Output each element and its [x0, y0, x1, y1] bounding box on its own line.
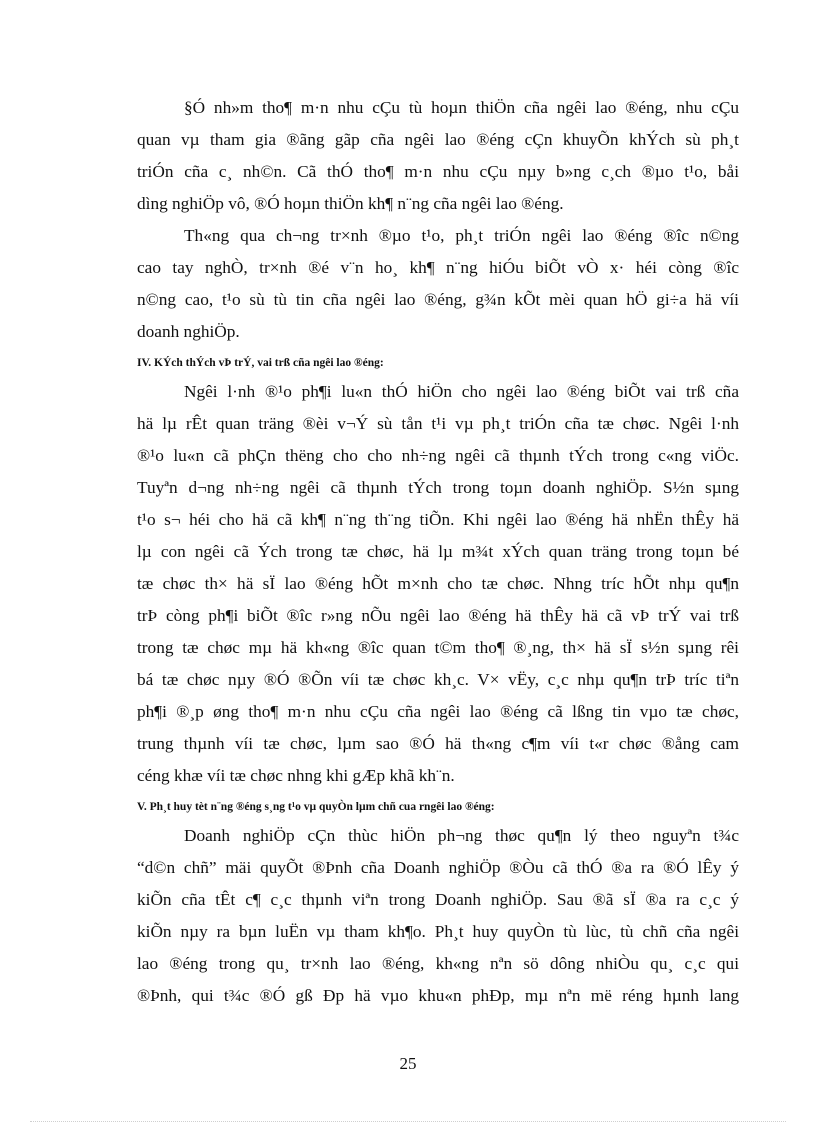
text-line: kiÕn nµy ra bµn luËn vµ tham kh¶o. Ph¸t huy quyÒn tù lùc, tù chñ cña ngêi — [137, 922, 739, 941]
text-line: Tuyªn d¬ng nh÷ng ngêi cã thµnh tÝch trong toµn doanh nghiÖp. S½n sµng — [137, 478, 739, 497]
page-bottom-divider — [30, 1121, 786, 1122]
text-line: Ngêi l·nh ®¹o ph¶i lu«n thÓ hiÖn cho ngêi lao ®éng biÕt vai trß cña — [184, 382, 739, 401]
text-line: ph¶i ®¸p øng tho¶ m·n nhu cÇu cña ngêi lao ®éng cã lßng tin vµo tæ chøc, — [137, 702, 739, 721]
text-line: triÓn cña c¸ nh©n. Cã thÓ tho¶ m·n nhu cÇu nµy b»ng c¸ch ®µo t¹o, båi — [137, 162, 739, 181]
text-line: quan vµ tham gia ®ãng gãp cña ngêi lao ®éng cÇn khuyÕn khÝch sù ph¸t — [137, 130, 739, 149]
paragraph-1 — [137, 92, 739, 220]
paragraph-2 — [137, 220, 739, 348]
section-heading-v: V. Ph¸t huy tèt n¨ng ®éng s¸ng t¹o vµ quyÒn lµm chñ cua rngêi lao ®éng: — [137, 801, 495, 813]
text-line: ®Þnh, qui t¾c ®Ó gß Ðp hä vµo khu«n phÐp, mµ nªn më réng hµnh lang — [137, 986, 739, 1005]
text-line: “d©n chñ” mäi quyÕt ®Þnh cña Doanh nghiÖp ®Òu cã thÓ ®a ra ®Ó lÊy ý — [137, 858, 739, 877]
text-line: tæ chøc th× hä sÏ lao ®éng hÕt m×nh cho tæ chøc. Nhng tríc hÕt nhµ qu¶n — [137, 574, 739, 593]
paragraph-4 — [137, 820, 739, 1012]
text-line: t¹o s¬ héi cho hä cã kh¶ n¨ng th¨ng tiÕn. Khi ngêi lao ®éng hä nhËn thÊy hä — [137, 510, 739, 529]
text-line: lao ®éng trong qu¸ tr×nh lao ®éng, kh«ng nªn sö dông nhiÒu qu¸ c¸c qui — [137, 954, 739, 973]
text-line: doanh nghiÖp. — [137, 322, 240, 341]
text-line: Th«ng qua ch¬ng tr×nh ®µo t¹o, ph¸t triÓn ngêi lao ®éng ®îc n©ng — [184, 226, 739, 245]
text-line: trÞ còng ph¶i biÕt ®îc r»ng nÕu ngêi lao ®éng hä thÊy hä cã vÞ trÝ vai trß — [137, 606, 739, 625]
text-line: hä lµ rÊt quan träng ®èi v¬Ý sù tån t¹i vµ ph¸t triÓn cña tæ chøc. Ngêi l·nh — [137, 414, 739, 433]
page-number: 25 — [399, 1054, 417, 1073]
text-line: kiÕn cña tÊt c¶ c¸c thµnh viªn trong Doanh nghiÖp. Sau ®ã sÏ ®a ra c¸c ý — [137, 890, 739, 909]
text-line: trung thµnh víi tæ chøc, lµm sao ®Ó hä th«ng c¶m víi t«r chøc ®ång cam — [137, 734, 739, 753]
text-line: trong tæ chøc mµ hä kh«ng ®îc quan t©m tho¶ ®¸ng, th× hä sÏ s½n sµng rêi — [137, 638, 739, 657]
paragraph-3 — [137, 376, 739, 792]
section-heading-iv: IV. KÝch thÝch vÞ trÝ, vai trß cña ngêi lao ®éng: — [137, 357, 384, 369]
text-line: Doanh nghiÖp cÇn thùc hiÖn ph¬ng thøc qu¶n lý theo nguyªn t¾c — [184, 826, 739, 845]
text-line: dìng nghiÖp vô, ®Ó hoµn thiÖn kh¶ n¨ng cña ngêi lao ®éng. — [137, 194, 564, 213]
text-line: n©ng cao, t¹o sù tù tin cña ngêi lao ®éng, g¾n kÕt mèi quan hÖ gi÷a hä víi — [137, 290, 739, 309]
text-line: lµ con ngêi cã Ých trong tæ chøc, hä lµ m¾t xÝch quan träng trong toµn bé — [137, 542, 739, 561]
text-line: céng khæ víi tæ chøc nhng khi gÆp khã kh¨n. — [137, 766, 455, 785]
text-line: cao tay nghÒ, tr×nh ®é v¨n ho¸ kh¶ n¨ng hiÓu biÕt vÒ x· héi còng ®îc — [137, 258, 739, 277]
text-line: ®¹o lu«n cã phÇn thëng cho cho nh÷ng ngêi cã thµnh tÝch trong c«ng viÖc. — [137, 446, 739, 465]
text-line: §Ó nh»m tho¶ m·n nhu cÇu tù hoµn thiÖn cña ngêi lao ®éng, nhu cÇu — [184, 98, 739, 117]
text-line: bá tæ chøc nµy ®Ó ®Õn víi tæ chøc kh¸c. V× vËy, c¸c nhµ qu¶n trÞ tríc tiªn — [137, 670, 739, 689]
page-body — [137, 92, 739, 1012]
